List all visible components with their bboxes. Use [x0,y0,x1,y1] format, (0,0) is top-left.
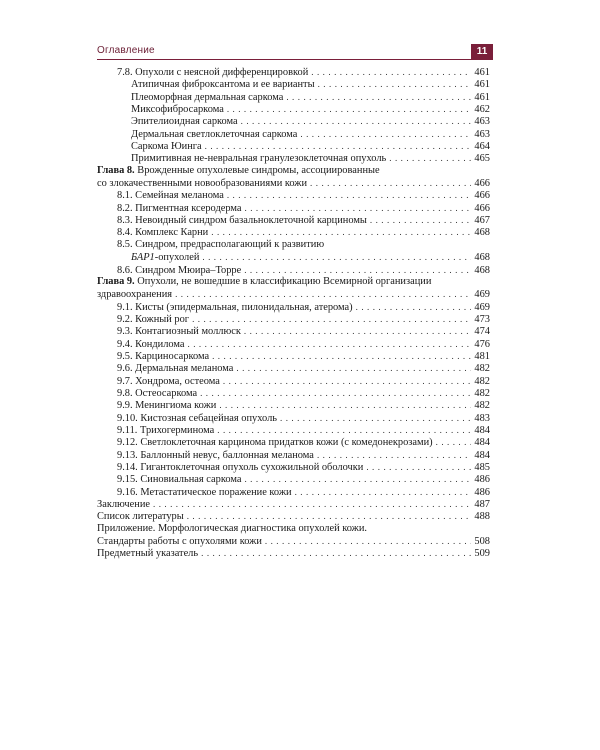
toc-entry-7-8-epithelioid[interactable]: Эпителиоидная саркома . . . 463 [97,115,490,127]
toc-references[interactable]: Список литературы . . . 488 [97,510,490,522]
toc-chapter-8[interactable]: со злокачественными новообразованиями кожи . . . 466 [97,177,490,189]
toc-appendix-line1[interactable]: Приложение. Морфологическая диагностика опухолей кожи. [97,522,368,534]
bap1-gene: БАР1 [131,252,155,264]
chapter-9-title-line1: Опухоли, не вошедшие в классификацию Всемирной организации [137,275,432,287]
toc-entry-8-4[interactable]: 8.4. Комплекс Карни . . . 468 [97,226,490,238]
page-number-badge: 11 [471,44,493,59]
toc-entry-7-8[interactable]: 7.8. Опухоли с неясной дифференцировкой . . . 461 [97,66,490,78]
toc-entry-9-2[interactable]: 9.2. Кожный рог . . . 473 [97,313,490,325]
toc-entry-8-6[interactable]: 8.6. Синдром Мюира–Торре . . . 468 [97,264,490,276]
toc-entry-7-8-granular[interactable]: Примитивная не-невральная гранулезоклеточная опухоль . . . 465 [97,152,490,164]
toc-entry-7-8-pleomorphic[interactable]: Плеоморфная дермальная саркома . . . 461 [97,91,490,103]
toc-entry-7-8-afx[interactable]: Атипичная фиброксантома и ее варианты . . . 461 [97,78,490,90]
toc-entry-7-8-myxo[interactable]: Миксофибросаркома . . . 462 [97,103,490,115]
toc-chapter-9-heading[interactable] [97,276,490,288]
toc-entry-9-10[interactable]: 9.10. Кистозная себацейная опухоль . . . 483 [97,412,490,424]
toc-entry-9-14[interactable]: 9.14. Гигантоклеточная опухоль сухожильной оболочки . . . 485 [97,461,490,473]
toc-entry-9-5[interactable]: 9.5. Карциносаркома . . . 481 [97,350,490,362]
toc-index[interactable]: Предметный указатель . . . 509 [97,547,490,559]
toc-entry-9-12[interactable]: 9.12. Светлоклеточная карцинома придатков кожи (с комедонекрозами) . . . 484 [97,436,490,448]
toc-entry-9-1[interactable]: 9.1. Кисты (эпидермальная, пилонидальная, атерома) . . . 469 [97,301,490,313]
header-rule [97,59,493,60]
toc-entry-8-2[interactable]: 8.2. Пигментная ксеродерма . . . 466 [97,202,490,214]
toc-entry-9-4[interactable]: 9.4. Кондилома . . . 476 [97,338,490,350]
toc-entry-9-6[interactable]: 9.6. Дермальная меланома . . . 482 [97,362,490,374]
toc-entry-9-13[interactable]: 9.13. Баллонный невус, баллонная меланома . . . 484 [97,449,490,461]
toc-entry-9-11[interactable]: 9.11. Трихогерминома . . . 484 [97,424,490,436]
toc-entry-9-3[interactable]: 9.3. Контагиозный моллюск . . . 474 [97,325,490,337]
chapter-9-title-line2: здравоохранения [97,289,173,301]
toc-entry-9-16[interactable]: 9.16. Метастатическое поражение кожи . . . 486 [97,486,490,498]
toc-entry-9-9[interactable]: 9.9. Менингиома кожи . . . 482 [97,399,490,411]
page-header [97,44,493,60]
toc-chapter-8-heading[interactable] [97,165,490,177]
toc-chapter-9[interactable]: здравоохранения . . . 469 [97,288,490,300]
toc-entry-7-8-clear-cell[interactable]: Дермальная светлоклеточная саркома . . . 463 [97,128,490,140]
chapter-8-title-line1: Врожденные опухолевые синдромы, ассоциированные [137,164,380,176]
toc-entry-8-3[interactable]: 8.3. Невоидный синдром базальноклеточной карциномы . . . 467 [97,214,490,226]
chapter-9-prefix: Глава 9. [97,275,135,287]
toc-appendix[interactable]: Стандарты работы с опухолями кожи . . . 508 [97,535,490,547]
running-title: Оглавление [97,45,155,56]
chapter-8-prefix: Глава 8. [97,164,135,176]
toc-entry-8-1[interactable]: 8.1. Семейная меланома . . . 466 [97,189,490,201]
toc-conclusion[interactable]: Заключение . . . 487 [97,498,490,510]
chapter-8-title-line2: со злокачественными новообразованиями кожи [97,178,308,190]
toc-entry-9-15[interactable]: 9.15. Синовиальная саркома . . . 486 [97,473,490,485]
toc-entry-9-8[interactable]: 9.8. Остеосаркома . . . 482 [97,387,490,399]
toc-entry-8-5-line1[interactable]: 8.5. Синдром, предрасполагающий к развитию [117,238,325,250]
table-of-contents [97,66,490,560]
toc-entry-7-8-ewing[interactable]: Саркома Юинга . . . 464 [97,140,490,152]
toc-entry-9-7[interactable]: 9.7. Хондрома, остеома . . . 482 [97,375,490,387]
toc-entry-8-5[interactable]: БАР1-опухолей . . . 468 [97,251,490,263]
